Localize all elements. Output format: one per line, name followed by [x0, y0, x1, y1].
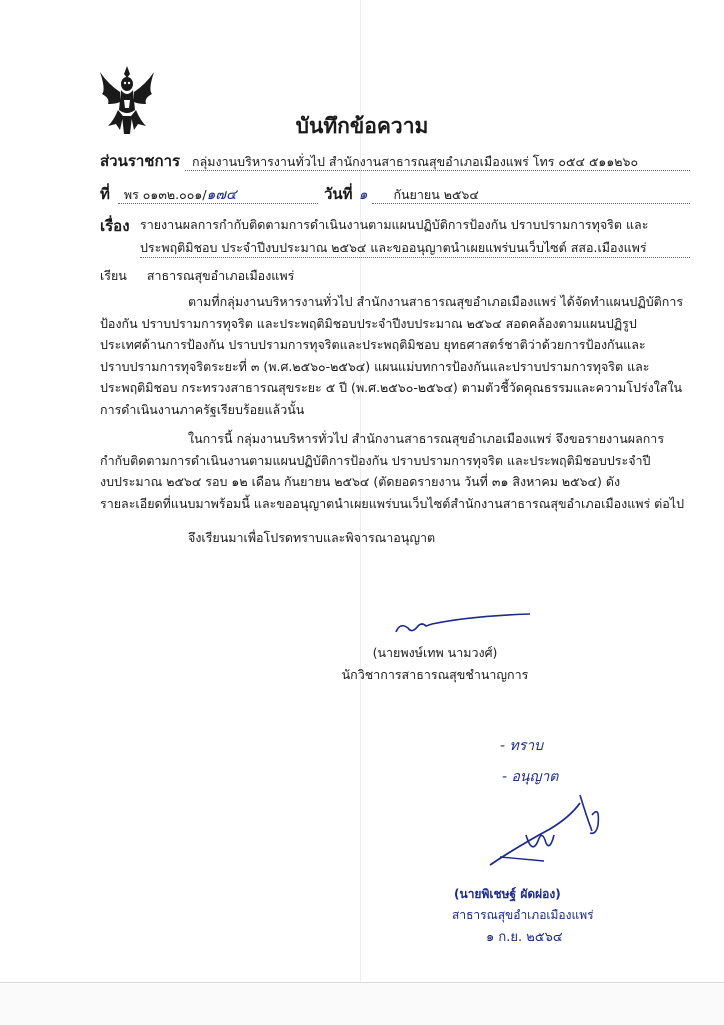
reference-label: ที่: [100, 185, 110, 203]
closing-line: จึงเรียนมาเพื่อโปรดทราบและพิจารณาอนุญาต: [188, 530, 436, 545]
paragraph-line: ประเทศด้านการป้องกัน ปราบปรามการทุจริตและประพฤติมิชอบ ยุทธศาสตร์ชาติว่าด้วยการป้องกันและ: [100, 337, 646, 352]
signatory-position: นักวิชาการสาธารณสุขชำนาญการ: [341, 667, 529, 682]
approval-date: ๑ ก.ย. ๒๕๖๔: [486, 930, 563, 945]
date-handwritten: ๑: [358, 187, 368, 203]
date-value: กันยายน ๒๕๖๔: [393, 187, 479, 202]
paragraph-line: ตามที่กลุ่มงานบริหารงานทั่วไป สำนักงานสาธารณสุขอำเภอเมืองแพร่ ได้จัดทำแผนปฏิบัติการ: [188, 294, 684, 309]
body-paragraph-1: [100, 291, 683, 420]
approver-name: (นายพิเชษฐ์ ผัดผ่อง): [454, 887, 561, 901]
approver-position: สาธารณสุขอำเภอเมืองแพร่: [452, 908, 594, 922]
signatory-signature: [390, 612, 540, 642]
paragraph-line: กำกับติดตามการดำเนินงานตามแผนปฏิบัติการป้องกัน ปราบปรามการทุจริต และประพฤติมิชอบประจำปี: [100, 452, 651, 468]
approval-note-permitted: - อนุญาต: [502, 769, 559, 785]
paragraph-line: การดำเนินงานภาครัฐเรียบร้อยแล้วนั้น: [100, 401, 305, 417]
approver-signature: [480, 785, 610, 875]
to-value: สาธารณสุขอำเภอเมืองแพร่: [146, 268, 295, 283]
paragraph-line: รายละเอียดที่แนบมาพร้อมนี้ และขออนุญาตนำเผยแพร่บนเว็บไซต์สำนักงานสาธารณสุขอำเภอเมืองแพร่ ต่อไป: [100, 495, 685, 511]
reference-handwritten: ๑๗๔: [206, 187, 237, 203]
paragraph-line: ประพฤติมิชอบ กระทรวงสาธารณสุขระยะ ๕ ปี (พ.ศ.๒๕๖๐-๒๕๖๔) ตามตัวชี้วัดคุณธรรมและความโปร่งใสใน: [100, 380, 683, 395]
subject-line-2: ประพฤติมิชอบ ประจำปีงบประมาณ ๒๕๖๔ และขออนุญาตนำเผยแพร่บนเว็บไซต์ สสอ.เมืองแพร่: [140, 240, 647, 255]
date-label: วันที่: [324, 185, 353, 203]
body-paragraph-2: [100, 428, 684, 514]
department-label: ส่วนราชการ: [100, 152, 181, 170]
department-value: กลุ่มงานบริหารงานทั่วไป สำนักงานสาธารณสุขอำเภอเมืองแพร่ โทร ๐๕๔ ๕๑๑๒๖๐: [192, 154, 639, 169]
reference-value: พร ๐๑๓๒.๐๐๑/: [123, 187, 207, 202]
approval-note-acknowledged: - ทราบ: [500, 738, 543, 754]
subject-line-1: รายงานผลการกำกับติดตามการดำเนินงานตามแผนปฏิบัติการป้องกัน ปราบปรามการทุจริต และ: [140, 217, 649, 232]
paragraph-line: ป้องกัน ปราบปรามการทุจริต และประพฤติมิชอบประจำปีงบประมาณ ๒๕๖๔ สอดคล้องตามแผนปฏิรูป: [100, 315, 637, 331]
paragraph-line: ปราบปรามการทุจริตระยะที่ ๓ (พ.ศ.๒๕๖๐-๒๕๖๔) แผนแม่บทการป้องกันและปราบปรามการทุจริต และ: [100, 358, 650, 374]
to-row: [100, 266, 294, 286]
reference-dotted-line: [118, 203, 318, 204]
date-dotted-line: [372, 203, 690, 204]
department-dotted-line: [185, 170, 690, 171]
paragraph-line: ในการนี้ กลุ่มงานบริหารทั่วไป สำนักงานสาธารณสุขอำเภอเมืองแพร่ จึงขอรายงานผลการ: [188, 431, 665, 446]
signatory-block: [320, 642, 550, 686]
subject-row: [100, 214, 130, 238]
paragraph-line: งบประมาณ ๒๕๖๔ รอบ ๑๒ เดือน กันยายน ๒๕๖๔ (ตัดยอดรายงาน วันที่ ๓๑ สิงหาคม ๒๕๖๔) ดัง: [100, 474, 621, 489]
scan-bottom-edge: [0, 982, 724, 1025]
subject-label: เรื่อง: [100, 217, 130, 235]
to-label: เรียน: [100, 268, 127, 283]
subject-dotted-line: [140, 257, 690, 258]
signatory-name: (นายพงษ์เทพ นามวงศ์): [372, 645, 498, 660]
memo-title: บันทึกข้อความ: [295, 114, 429, 138]
